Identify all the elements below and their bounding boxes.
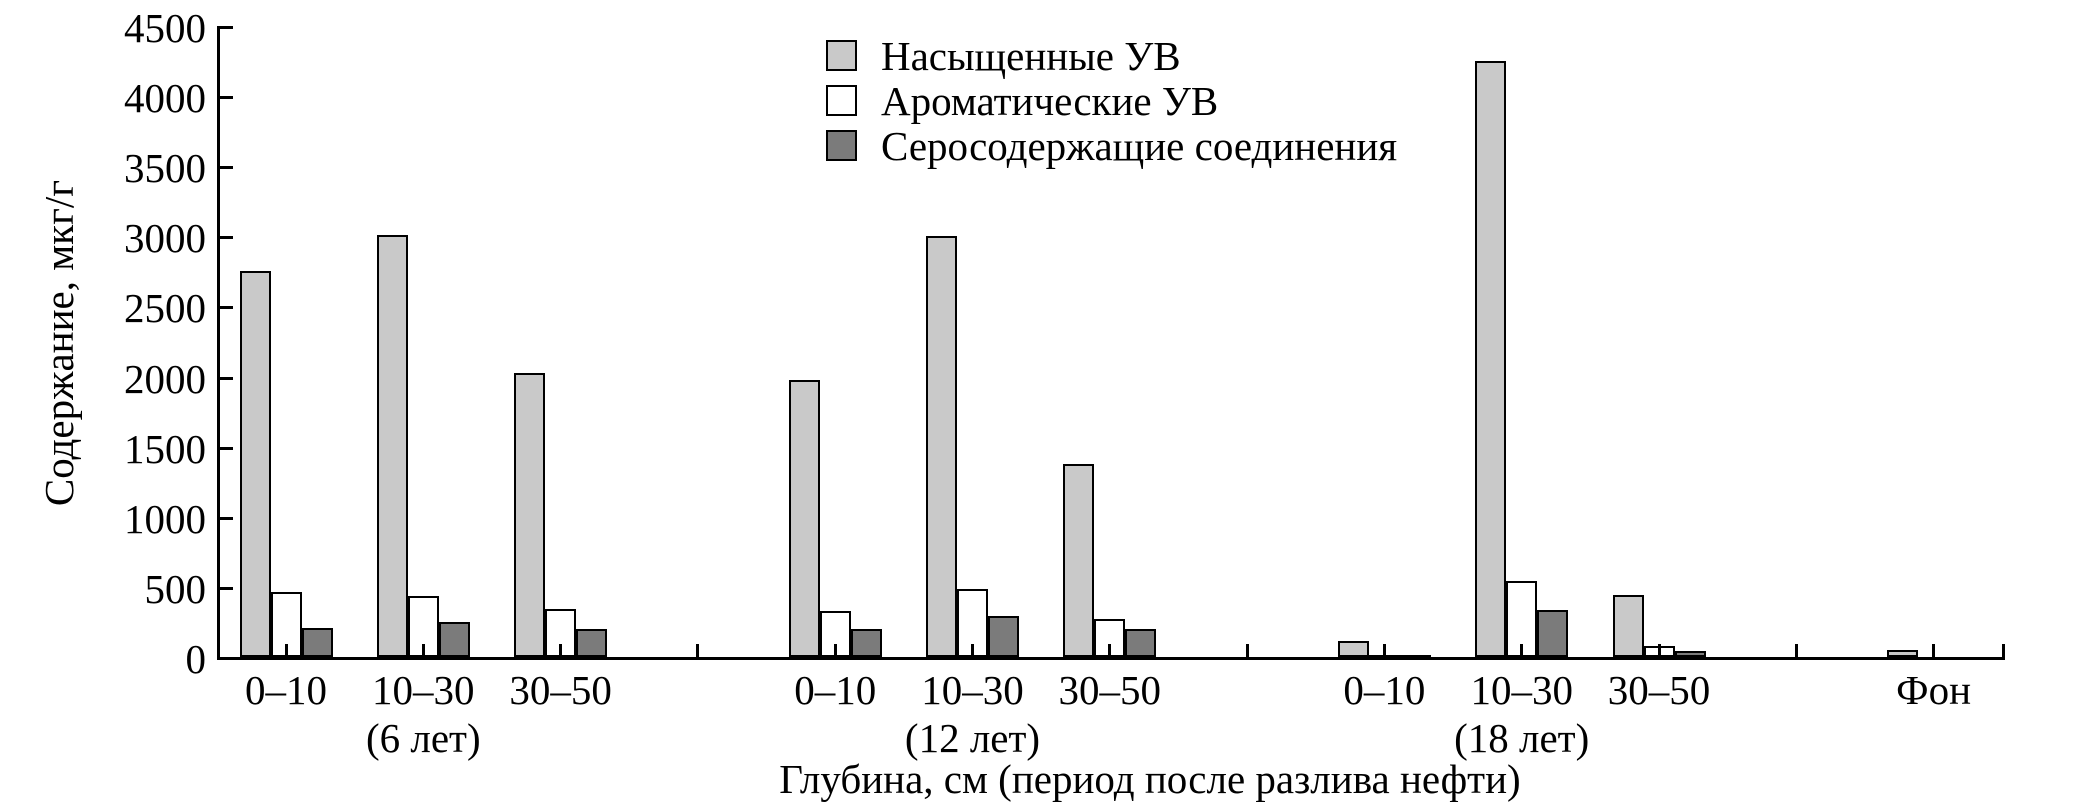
legend-label: Ароматические УВ xyxy=(881,77,1219,124)
bar-saturated xyxy=(926,236,957,657)
legend-label: Серосодержащие соединения xyxy=(881,122,1398,169)
bar-saturated xyxy=(514,373,545,657)
bar-saturated xyxy=(1338,641,1369,657)
y-tick-label: 2000 xyxy=(124,355,206,402)
bar-saturated xyxy=(1475,61,1506,657)
legend-label: Насыщенные УВ xyxy=(881,32,1181,79)
bar-sulfur xyxy=(851,629,882,657)
category-label: 10–30 xyxy=(372,667,475,713)
section-label: (18 лет) xyxy=(1454,715,1590,761)
legend-row xyxy=(826,78,1397,123)
bar-sulfur xyxy=(302,628,333,657)
y-tick-label: 3500 xyxy=(124,145,206,192)
category-label: 0–10 xyxy=(1343,667,1426,713)
bar-saturated xyxy=(240,271,271,657)
y-axis-title: Содержание, мкг/г xyxy=(36,179,82,507)
x-axis-tick xyxy=(1383,644,1386,657)
y-tick-label: 500 xyxy=(144,565,206,612)
y-tick-label: 4500 xyxy=(124,5,206,51)
x-axis-title: Глубина, см (период после разлива нефти) xyxy=(779,756,1521,802)
bar-sulfur xyxy=(988,616,1019,657)
legend xyxy=(826,33,1397,168)
legend-swatch-icon xyxy=(826,40,857,71)
legend-row xyxy=(826,33,1397,78)
x-axis-tick xyxy=(696,644,699,657)
x-axis-tick xyxy=(559,644,562,657)
category-label: 30–50 xyxy=(509,667,612,713)
x-axis-line xyxy=(217,657,2005,660)
y-axis-tick xyxy=(220,306,233,309)
y-axis-tick xyxy=(220,517,233,520)
bar-saturated xyxy=(1063,464,1094,657)
legend-swatch-icon xyxy=(826,130,857,161)
x-axis-tick xyxy=(1108,644,1111,657)
category-label: 0–10 xyxy=(245,667,327,713)
y-tick-label: 1000 xyxy=(124,495,206,542)
y-axis-line xyxy=(217,26,220,660)
legend-row xyxy=(826,123,1397,168)
bar-sulfur xyxy=(576,629,607,657)
bar-saturated xyxy=(1887,650,1918,657)
y-axis-tick xyxy=(220,657,233,660)
section-label: (12 лет) xyxy=(904,715,1041,761)
y-tick-label: 3000 xyxy=(124,215,206,262)
bar-saturated xyxy=(377,235,408,657)
category-label: 10–30 xyxy=(1470,667,1573,713)
x-axis-tick xyxy=(422,644,425,657)
y-axis-tick xyxy=(220,166,233,169)
y-axis-tick xyxy=(220,587,233,590)
bar-sulfur xyxy=(1537,610,1568,657)
x-axis-tick xyxy=(285,644,288,657)
y-axis-tick xyxy=(220,96,233,99)
x-axis-tick xyxy=(1795,644,1798,657)
bar-sulfur xyxy=(1125,629,1156,657)
category-label: 30–50 xyxy=(1607,667,1711,713)
y-axis-tick xyxy=(220,377,233,380)
bar-sulfur xyxy=(439,622,470,657)
y-tick-label: 2500 xyxy=(124,285,206,332)
y-tick-label: 1500 xyxy=(124,425,206,472)
category-label: 10–30 xyxy=(921,667,1024,713)
x-axis-tick xyxy=(1932,644,1935,657)
x-axis-tick xyxy=(1520,644,1523,657)
legend-swatch-icon xyxy=(826,85,857,116)
bar-saturated xyxy=(1613,595,1644,657)
category-label: 30–50 xyxy=(1058,667,1162,713)
y-axis-tick xyxy=(220,26,233,29)
x-axis-tick xyxy=(1658,644,1661,657)
y-tick-label: 4000 xyxy=(124,75,206,122)
x-axis-tick xyxy=(834,644,837,657)
y-axis-tick xyxy=(220,236,233,239)
section-label: (6 лет) xyxy=(365,715,481,761)
x-axis-end-tick xyxy=(2002,644,2005,657)
x-axis-tick xyxy=(971,644,974,657)
category-label: Фон xyxy=(1896,667,1972,713)
category-label: 0–10 xyxy=(794,667,877,713)
bar-sulfur xyxy=(1400,655,1431,659)
bar-saturated xyxy=(789,380,820,657)
y-axis-tick xyxy=(220,447,233,450)
bar-sulfur xyxy=(1675,651,1706,657)
y-tick-label: 0 xyxy=(185,636,206,682)
x-axis-tick xyxy=(1246,644,1249,657)
